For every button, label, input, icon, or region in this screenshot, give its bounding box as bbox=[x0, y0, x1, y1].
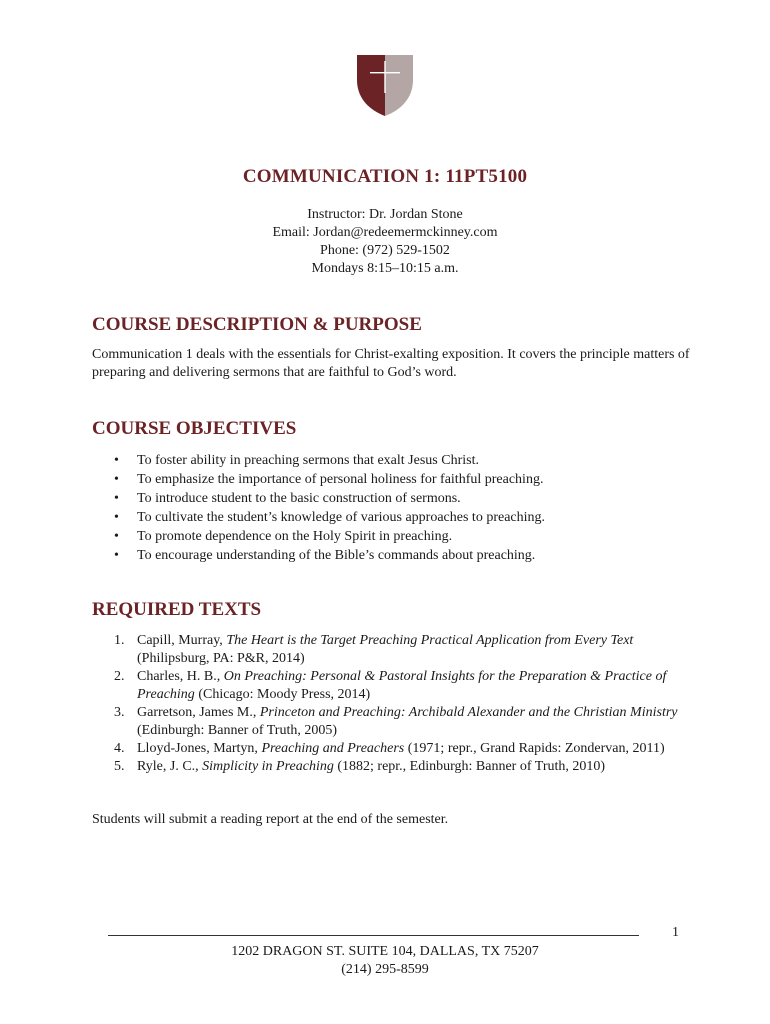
email-line: Email: Jordan@redeemermckinney.com bbox=[272, 225, 498, 240]
list-item: 1. Capill, Murray, The Heart is the Target Preaching Practical Application from Every Text (Philipsburg, PA: P&R, 2014) bbox=[114, 633, 634, 666]
footer-address: 1202 DRAGON ST. SUITE 104, DALLAS, TX 75207 bbox=[231, 944, 539, 959]
texts-list bbox=[92, 632, 697, 776]
shield-logo bbox=[355, 52, 415, 118]
list-item: • To cultivate the student’s knowledge of various approaches to preaching. bbox=[137, 508, 697, 527]
instructor-line: Instructor: Dr. Jordan Stone bbox=[307, 207, 463, 222]
list-item: 4. Lloyd-Jones, Martyn, Preaching and Preachers (1971; repr., Grand Rapids: Zondervan, 2011) bbox=[114, 741, 665, 756]
shield-icon bbox=[355, 52, 415, 118]
page-number: 1 bbox=[672, 925, 679, 940]
list-item: 3. Garretson, James M., Princeton and Preaching: Archibald Alexander and the Christian Ministry (Edinburgh: Banner of Truth, 2005) bbox=[114, 705, 678, 738]
list-item: • To introduce student to the basic construction of sermons. bbox=[137, 489, 697, 508]
footer-phone: (214) 295-8599 bbox=[341, 962, 429, 977]
list-item: 5. Ryle, J. C., Simplicity in Preaching (1882; repr., Edinburgh: Banner of Truth, 2010) bbox=[114, 759, 606, 774]
phone-line: Phone: (972) 529-1502 bbox=[320, 243, 450, 258]
course-title: COMMUNICATION 1: 11PT5100 bbox=[242, 166, 528, 187]
objectives-heading: COURSE OBJECTIVES bbox=[92, 418, 297, 439]
list-item: • To foster ability in preaching sermons that exalt Jesus Christ. bbox=[137, 451, 697, 470]
texts-heading: REQUIRED TEXTS bbox=[92, 599, 262, 620]
schedule-line: Mondays 8:15–10:15 a.m. bbox=[311, 261, 459, 276]
contact-block bbox=[0, 206, 770, 278]
list-item: • To emphasize the importance of personal holiness for faithful preaching. bbox=[137, 470, 697, 489]
list-item: • To promote dependence on the Holy Spirit in preaching. bbox=[137, 527, 697, 546]
list-item: 2. Charles, H. B., On Preaching: Personal & Pastoral Insights for the Preparation & Practice of Preaching (Chicago: Moody Press, 2014) bbox=[114, 669, 667, 702]
objectives-list bbox=[92, 451, 697, 565]
description-body: Communication 1 deals with the essentials for Christ-exalting exposition. It covers the principle matters of preparing and delivering sermons that are faithful to God’s word. bbox=[92, 347, 690, 380]
reading-report-note: Students will submit a reading report at the end of the semester. bbox=[92, 812, 449, 827]
footer bbox=[0, 943, 770, 979]
footer-divider bbox=[108, 935, 639, 936]
description-heading: COURSE DESCRIPTION & PURPOSE bbox=[92, 314, 422, 335]
list-item: • To encourage understanding of the Bible’s commands about preaching. bbox=[137, 546, 697, 565]
